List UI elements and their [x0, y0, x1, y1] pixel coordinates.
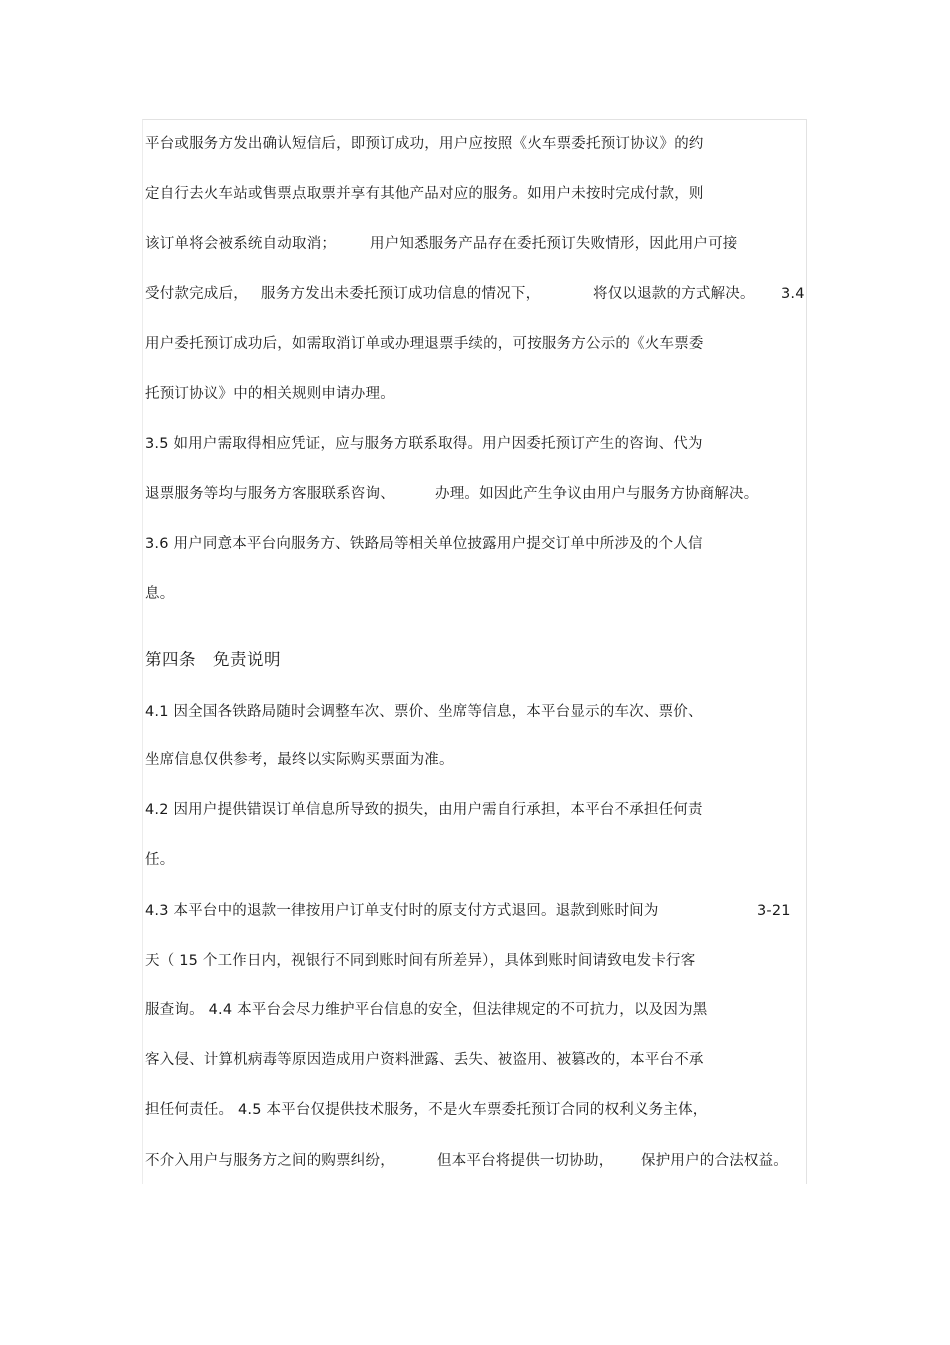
line-segment: 办理。如因此产生争议由用户与服务方协商解决。: [435, 486, 759, 502]
paragraph-line: 4.2 因用户提供错误订单信息所导致的损失，由用户需自行承担，本平台不承担任何责: [145, 802, 703, 818]
paragraph-line: [145, 284, 805, 304]
paragraph-line: 3.5 如用户需取得相应凭证，应与服务方联系取得。用户因委托预订产生的咨询、代为: [145, 436, 703, 452]
paragraph-line: 天（ 15 个工作日内，视银行不同到账时间有所差异），具体到账时间请致电发卡行客: [145, 953, 696, 969]
paragraph-line: 客入侵、计算机病毒等原因造成用户资料泄露、丢失、被盗用、被篡改的，本平台不承: [145, 1052, 704, 1068]
line-segment: 保护用户的合法权益。: [641, 1153, 788, 1169]
paragraph-line: 平台或服务方发出确认短信后，即预订成功，用户应按照《火车票委托预订协议》的约: [145, 136, 704, 152]
paragraph-line: 服查询。 4.4 本平台会尽力维护平台信息的安全，但法律规定的不可抗力，以及因为黑: [145, 1002, 708, 1018]
clause-number: 3-21: [757, 903, 791, 919]
paragraph-line: [145, 901, 805, 921]
line-segment: 4.3 本平台中的退款一律按用户订单支付时的原支付方式退回。退款到账时间为: [145, 903, 659, 919]
paragraph-line: 定自行去火车站或售票点取票并享有其他产品对应的服务。如用户未按时完成付款，则: [145, 186, 704, 202]
paragraph-line: [145, 1151, 805, 1171]
line-segment: 服务方发出未委托预订成功信息的情况下，: [261, 286, 541, 302]
line-segment: 但本平台将提供一切协助，: [437, 1153, 614, 1169]
paragraph-line: 息。: [145, 586, 175, 602]
paragraph-line: 用户委托预订成功后，如需取消订单或办理退票手续的，可按服务方公示的《火车票委: [145, 336, 704, 352]
line-segment: 该订单将会被系统自动取消；: [145, 236, 337, 252]
paragraph-line: 担任何责任。 4.5 本平台仅提供技术服务，不是火车票委托预订合同的权利义务主体，: [145, 1102, 708, 1118]
clause-number: 3.4: [781, 286, 805, 302]
line-segment: 用户知悉服务产品存在委托预订失败情形，因此用户可接: [370, 236, 738, 252]
line-segment: 不介入用户与服务方之间的购票纠纷，: [145, 1153, 395, 1169]
paragraph-line: 4.1 因全国各铁路局随时会调整车次、票价、坐席等信息，本平台显示的车次、票价、: [145, 704, 703, 720]
paragraph-line: [145, 234, 805, 254]
paragraph-line: 托预订协议》中的相关规则申请办理。: [145, 386, 395, 402]
line-segment: 受付款完成后，: [145, 286, 248, 302]
paragraph-line: 坐席信息仅供参考，最终以实际购买票面为准。: [145, 752, 454, 768]
paragraph-line: [145, 484, 805, 504]
line-segment: 将仅以退款的方式解决。: [593, 286, 755, 302]
paragraph-line: 任。: [145, 852, 175, 868]
section-heading: 第四条 免责说明: [145, 650, 281, 669]
line-segment: 退票服务等均与服务方客服联系咨询、: [145, 486, 395, 502]
paragraph-line: 3.6 用户同意本平台向服务方、铁路局等相关单位披露用户提交订单中所涉及的个人信: [145, 536, 703, 552]
